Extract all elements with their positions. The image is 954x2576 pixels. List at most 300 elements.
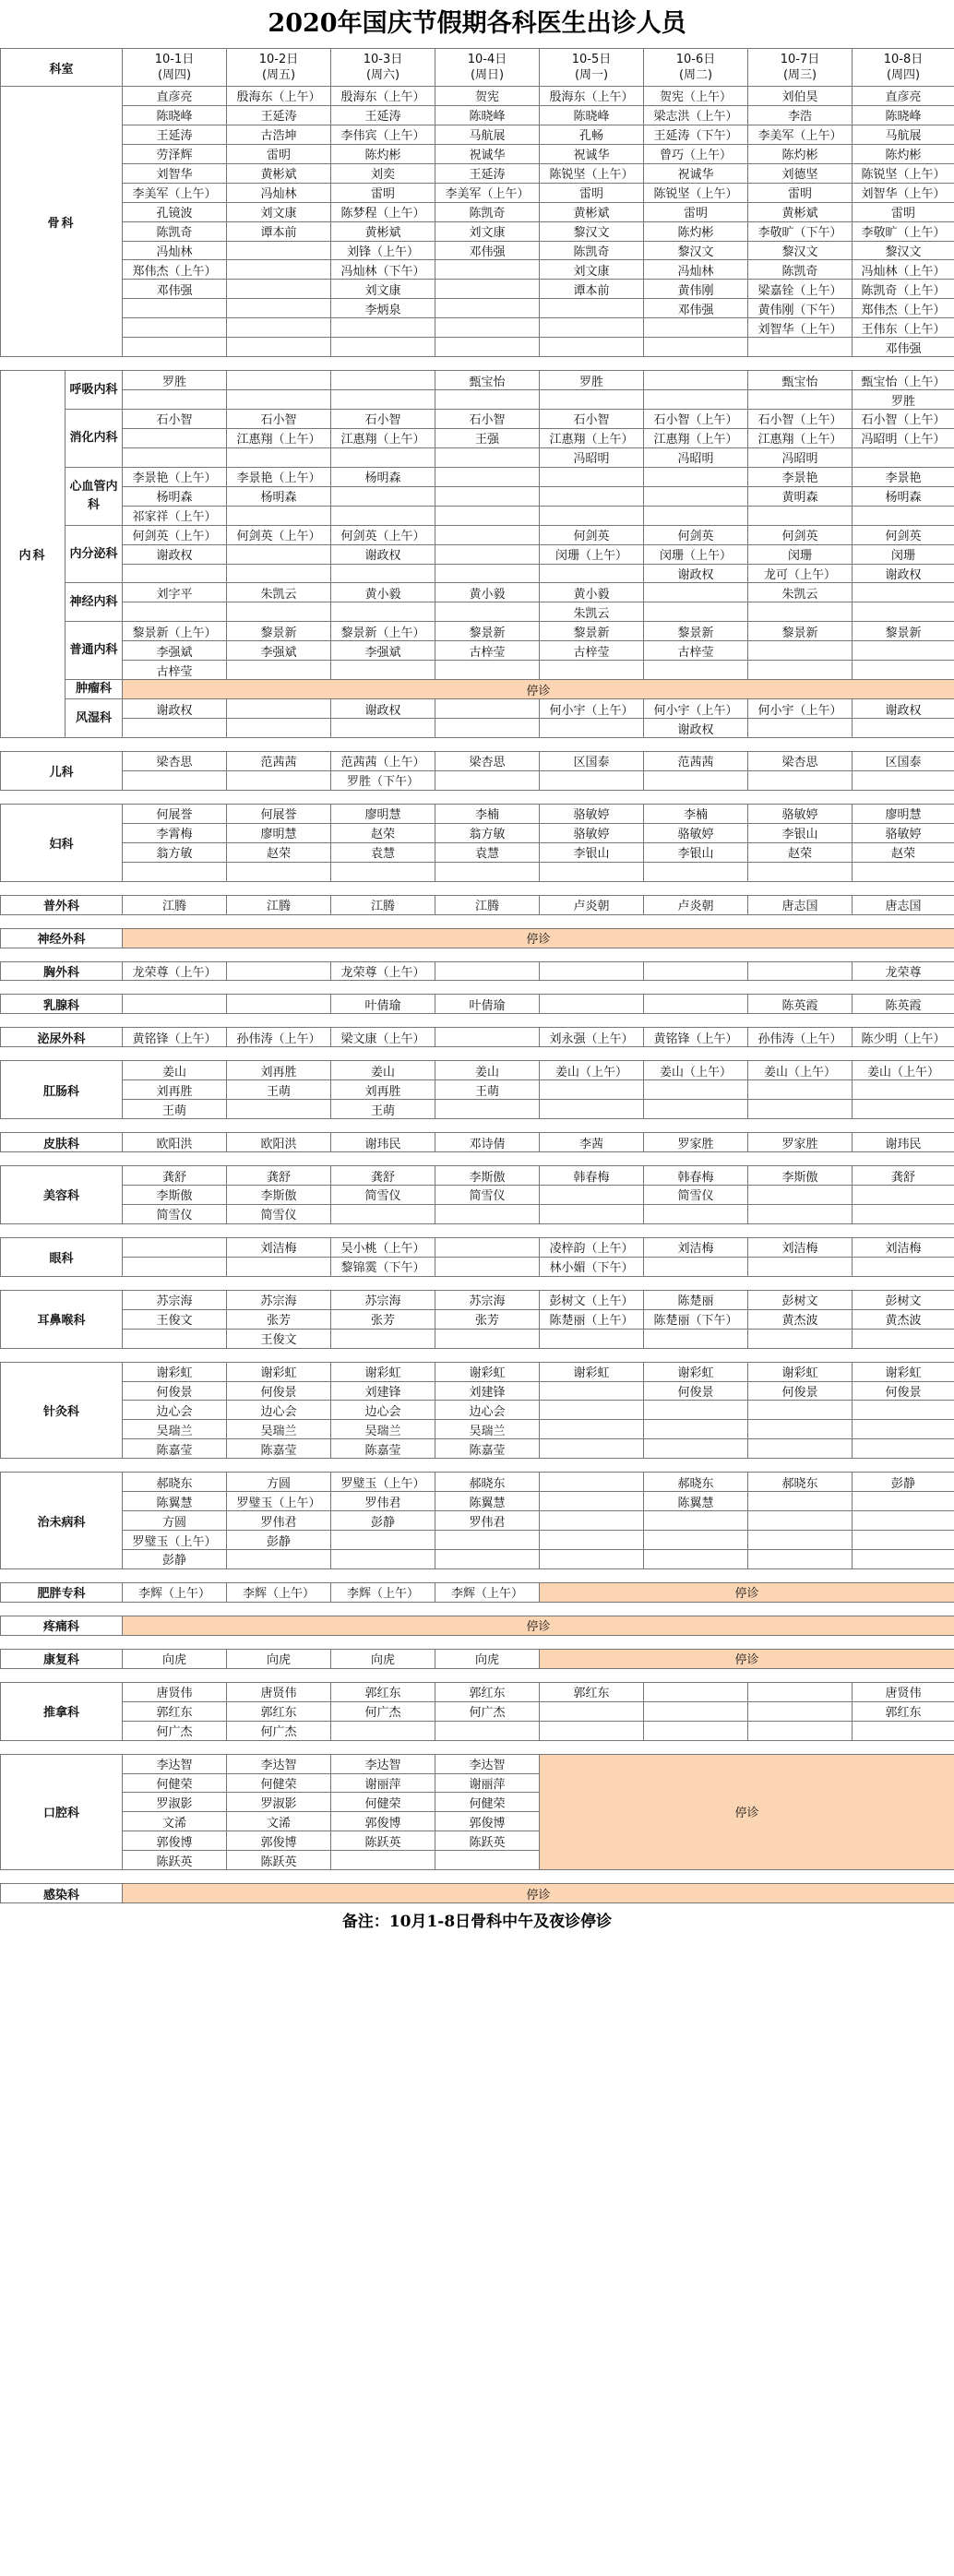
table-row [1,622,954,641]
doctor-cell: 何剑英（上午） [227,525,331,544]
footnote: 备注：10月1-8日骨科中午及夜诊停诊 [341,1913,613,1932]
table-row [1,719,954,738]
table-row [1,371,954,390]
doctor-cell: 陈灼彬 [853,144,954,163]
doctor-cell: 王延涛 [435,163,540,183]
doctor-cell: 朱凯云 [540,602,644,622]
header-row [1,49,954,87]
separator-row [1,1276,954,1290]
doctor-cell [540,1550,644,1569]
doctor-cell: 郝晓东 [123,1473,227,1492]
doctor-cell: 边心会 [227,1401,331,1420]
doctor-cell: 王延涛 [123,125,227,144]
doctor-cell: 王萌 [123,1100,227,1119]
table-row [1,1290,954,1309]
doctor-cell [123,1257,227,1276]
doctor-cell [540,318,644,338]
doctor-cell: 李景艳（上午） [123,467,227,486]
doctor-cell: 冯灿林 [123,241,227,260]
doctor-cell: 边心会 [331,1401,435,1420]
doctor-cell: 陈晓峰 [853,105,954,125]
doctor-cell: 陈翼慧 [123,1492,227,1511]
doctor-cell: 何剑英 [540,525,644,544]
doctor-cell: 姜山（上午） [644,1061,748,1080]
table-row [1,1754,954,1773]
doctor-cell [853,1492,954,1511]
doctor-cell: 袁慧 [435,842,540,862]
header-date: 10-2日 [258,53,299,66]
doctor-cell: 江惠翔（上午） [540,428,644,447]
doctor-cell: 李炳泉 [331,299,435,318]
doctor-cell: 彭树文 [748,1290,853,1309]
doctor-cell: 罗伟君 [227,1511,331,1531]
doctor-cell: 陈凯奇 [435,202,540,221]
doctor-cell [748,390,853,410]
table-row [1,544,954,564]
doctor-cell [331,602,435,622]
table-row [1,506,954,525]
doctor-cell: 王萌 [331,1100,435,1119]
dept-name: 风湿科 [66,699,123,738]
doctor-cell: 何俊景 [853,1381,954,1401]
table-row [1,752,954,771]
separator [1,1870,954,1884]
doctor-cell [435,1851,540,1870]
doctor-cell [853,719,954,738]
doctor-cell: 叶倩瑜 [331,995,435,1014]
table-row [1,1237,954,1257]
doctor-cell: 闵珊 [853,544,954,564]
table-row [1,661,954,680]
doctor-cell: 范茜茜（上午） [331,752,435,771]
doctor-cell: 刘奕 [331,163,435,183]
doctor-cell: 韩春梅 [644,1166,748,1186]
table-row [1,680,954,699]
doctor-cell: 郭俊博 [435,1812,540,1831]
doctor-cell [644,371,748,390]
doctor-cell [435,467,540,486]
dept-name: 胸外科 [1,961,123,981]
doctor-cell [331,1721,435,1740]
doctor-cell: 彭静 [853,1473,954,1492]
doctor-cell: 陈灼彬 [331,144,435,163]
doctor-cell [644,1401,748,1420]
doctor-cell: 雷明 [227,144,331,163]
doctor-cell [644,467,748,486]
doctor-cell: 古浩坤 [227,125,331,144]
separator [1,1602,954,1616]
doctor-cell: 黎景新 [435,622,540,641]
doctor-cell: 陈楚丽（上午） [540,1309,644,1329]
doctor-cell: 黎景新（上午） [123,622,227,641]
table-row [1,1204,954,1223]
doctor-cell: 郭红东 [435,1682,540,1701]
doctor-cell: 黄彬斌 [540,202,644,221]
doctor-cell [123,995,227,1014]
doctor-cell: 谢政权 [123,699,227,719]
dept-name: 普外科 [1,895,123,914]
doctor-cell: 龚舒 [227,1166,331,1186]
doctor-cell [227,564,331,583]
doctor-cell: 罗伟君 [435,1511,540,1531]
doctor-cell: 谢彩虹 [540,1362,644,1381]
doctor-cell: 龙荣尊（上午） [331,961,435,981]
dept-name: 耳鼻喉科 [1,1290,123,1348]
table-row [1,1309,954,1329]
doctor-cell: 黎景新 [644,622,748,641]
doctor-cell [748,1401,853,1420]
separator [1,1459,954,1473]
doctor-cell: 赵荣 [853,842,954,862]
doctor-cell: 何俊景 [227,1381,331,1401]
doctor-cell: 祝诚华 [435,144,540,163]
doctor-cell [540,719,644,738]
doctor-cell: 谢彩虹 [331,1362,435,1381]
doctor-cell: 李达智 [331,1754,435,1773]
doctor-cell: 陈晓峰 [540,105,644,125]
doctor-cell: 黄铭锋（上午） [644,1028,748,1047]
dept-name: 推拿科 [1,1682,123,1740]
doctor-cell [748,641,853,661]
separator-row [1,1119,954,1133]
doctor-cell [435,390,540,410]
doctor-cell: 郑伟杰（上午） [853,299,954,318]
table-row [1,299,954,318]
doctor-cell: 骆敏婷 [748,804,853,823]
table-row [1,202,954,221]
doctor-cell: 唐志国 [853,895,954,914]
doctor-cell: 冯昭明 [644,447,748,467]
doctor-cell: 李斯傲 [435,1166,540,1186]
doctor-cell: 彭树文（上午） [540,1290,644,1309]
table-row [1,1186,954,1205]
doctor-cell: 谢丽萍 [435,1773,540,1793]
table-row [1,1473,954,1492]
doctor-cell [331,318,435,338]
doctor-cell [540,564,644,583]
doctor-cell: 卢炎朝 [540,895,644,914]
doctor-cell [644,862,748,881]
doctor-cell [123,390,227,410]
doctor-cell [853,1080,954,1100]
table-row [1,221,954,241]
doctor-cell [644,1721,748,1740]
doctor-cell: 边心会 [435,1401,540,1420]
table-row [1,1531,954,1550]
doctor-cell: 邓伟强 [644,299,748,318]
doctor-cell: 边心会 [123,1401,227,1420]
header-weekday: (周三) [782,68,817,82]
doctor-cell: 陈凯奇 [123,221,227,241]
doctor-cell: 罗胜 [123,371,227,390]
separator-row [1,1740,954,1754]
doctor-cell: 陈楚丽 [644,1290,748,1309]
separator [1,1152,954,1166]
doctor-cell [227,506,331,525]
doctor-cell [540,995,644,1014]
doctor-cell: 罗淑影 [123,1793,227,1812]
doctor-cell: 贺宪（上午） [644,87,748,106]
table-row [1,1439,954,1459]
doctor-cell: 李斯傲 [227,1186,331,1205]
dept-name: 妇科 [1,804,123,881]
separator [1,981,954,995]
doctor-cell: 陈翼慧 [644,1492,748,1511]
doctor-cell: 苏宗海 [227,1290,331,1309]
table-row [1,183,954,202]
doctor-cell: 简雪仪 [123,1204,227,1223]
doctor-cell: 李景艳 [853,467,954,486]
table-row [1,641,954,661]
doctor-cell: 王延涛 [227,105,331,125]
doctor-cell: 祝诚华 [540,144,644,163]
separator-row [1,881,954,895]
doctor-cell [853,1100,954,1119]
doctor-cell [853,1531,954,1550]
doctor-cell: 黄彬斌 [227,163,331,183]
doctor-cell: 刘字平 [123,583,227,602]
doctor-cell: 雷明 [748,183,853,202]
header-day [853,49,954,87]
doctor-cell [435,486,540,506]
doctor-cell [853,583,954,602]
doctor-cell: 石小智 [227,410,331,429]
doctor-cell: 直彦亮 [123,87,227,106]
doctor-cell [435,1721,540,1740]
table-row [1,260,954,280]
doctor-cell: 李辉（上午） [227,1582,331,1602]
doctor-cell [748,1550,853,1569]
doctor-cell: 叶倩瑜 [435,995,540,1014]
table-row [1,1616,954,1635]
doctor-cell: 黄伟刚 [644,280,748,299]
doctor-cell: 李美军（上午） [123,183,227,202]
doctor-cell [853,1420,954,1439]
doctor-cell: 凌梓韵（上午） [540,1237,644,1257]
table-row [1,1511,954,1531]
header-weekday: (周五) [261,68,296,82]
dept-name: 口腔科 [1,1754,123,1870]
table-row [1,1061,954,1080]
doctor-cell: 闵珊（上午） [540,544,644,564]
doctor-cell: 杨明森 [123,486,227,506]
doctor-cell [331,1204,435,1223]
doctor-cell: 陈跃英 [331,1831,435,1851]
doctor-cell [853,1329,954,1348]
doctor-cell: 雷明 [853,202,954,221]
doctor-cell: 马航展 [853,125,954,144]
doctor-cell: 黄小毅 [435,583,540,602]
doctor-cell: 王伟东（上午） [853,318,954,338]
doctor-cell [853,641,954,661]
separator [1,881,954,895]
table-row [1,995,954,1014]
doctor-cell: 刘再胜 [227,1061,331,1080]
table-row [1,583,954,602]
doctor-cell [227,371,331,390]
closed-cell: 停诊 [540,1754,954,1870]
doctor-cell: 谭本前 [227,221,331,241]
doctor-cell: 简雪仪 [331,1186,435,1205]
doctor-cell: 姜山（上午） [748,1061,853,1080]
doctor-cell: 苏宗海 [435,1290,540,1309]
doctor-cell [644,770,748,790]
doctor-cell: 谢政权 [853,699,954,719]
doctor-cell [748,1186,853,1205]
doctor-cell [435,525,540,544]
doctor-cell: 吴瑞兰 [435,1420,540,1439]
header-day [435,49,540,87]
table-row [1,823,954,842]
doctor-cell: 陈嘉莹 [123,1439,227,1459]
doctor-cell: 罗伟君 [331,1492,435,1511]
doctor-cell [748,661,853,680]
doctor-cell: 欧阳洪 [227,1133,331,1152]
doctor-cell: 谢政权 [644,564,748,583]
doctor-cell: 郭红东 [853,1701,954,1721]
doctor-cell: 谢彩虹 [644,1362,748,1381]
doctor-cell [644,1531,748,1550]
doctor-cell: 罗淑影 [227,1793,331,1812]
doctor-cell [435,1257,540,1276]
doctor-cell: 向虎 [227,1649,331,1668]
header-date: 10-4日 [467,53,507,66]
separator-row [1,738,954,752]
doctor-cell [644,661,748,680]
header-date: 10-7日 [780,53,820,66]
separator [1,738,954,752]
table-row [1,1080,954,1100]
doctor-cell: 甄宝怡 [748,371,853,390]
doctor-cell: 刘文康 [227,202,331,221]
doctor-cell [540,770,644,790]
doctor-cell: 李强斌 [227,641,331,661]
doctor-cell: 江惠翔（上午） [331,428,435,447]
doctor-cell [123,338,227,357]
doctor-cell [227,318,331,338]
table-row [1,770,954,790]
doctor-cell: 骆敏婷 [644,823,748,842]
doctor-cell: 唐贤伟 [123,1682,227,1701]
table-row [1,428,954,447]
doctor-cell: 黎汉文 [644,241,748,260]
doctor-cell: 江腾 [123,895,227,914]
table-row [1,1550,954,1569]
doctor-cell: 龚舒 [123,1166,227,1186]
doctor-cell: 刘文康 [435,221,540,241]
doctor-cell: 谢政权 [331,699,435,719]
doctor-cell: 梁嘉铨（上午） [748,280,853,299]
doctor-cell: 方圆 [123,1511,227,1531]
doctor-cell: 陈楚丽（下午） [644,1309,748,1329]
doctor-cell: 陈英霞 [748,995,853,1014]
doctor-cell: 刘智华（上午） [748,318,853,338]
doctor-cell: 黄彬斌 [331,221,435,241]
doctor-cell [435,260,540,280]
doctor-cell: 甄宝怡 [435,371,540,390]
doctor-cell: 刘锋（上午） [331,241,435,260]
doctor-cell: 李茜 [540,1133,644,1152]
doctor-cell: 朱凯云 [227,583,331,602]
doctor-cell [540,961,644,981]
separator [1,1119,954,1133]
doctor-cell: 罗胜（下午） [331,770,435,790]
doctor-cell [644,1682,748,1701]
doctor-cell: 陈灼彬 [748,144,853,163]
doctor-cell: 黄铭锋（上午） [123,1028,227,1047]
doctor-cell [540,338,644,357]
doctor-cell: 石小智（上午） [644,410,748,429]
doctor-cell: 赵荣 [331,823,435,842]
doctor-cell: 谢玮民 [331,1133,435,1152]
doctor-cell [123,1329,227,1348]
table-row [1,1166,954,1186]
dept-name: 肿瘤科 [66,680,123,699]
doctor-cell: 何健荣 [227,1773,331,1793]
doctor-cell: 龙荣尊（上午） [123,961,227,981]
doctor-cell [540,299,644,318]
separator-row [1,1668,954,1682]
doctor-cell: 江惠翔（上午） [644,428,748,447]
doctor-cell [853,447,954,467]
doctor-cell [853,1204,954,1223]
doctor-cell [227,719,331,738]
doctor-cell: 杨明森 [853,486,954,506]
separator [1,1223,954,1237]
doctor-cell: 古梓莹 [123,661,227,680]
doctor-cell: 李银山 [748,823,853,842]
doctor-cell: 梁杏思 [123,752,227,771]
doctor-cell: 江惠翔（上午） [748,428,853,447]
doctor-cell [748,719,853,738]
header-day [331,49,435,87]
doctor-cell [227,1550,331,1569]
doctor-cell [748,1701,853,1721]
table-row [1,1701,954,1721]
separator-row [1,1348,954,1362]
separator [1,1348,954,1362]
doctor-cell: 孔畅 [540,125,644,144]
doctor-cell [123,862,227,881]
doctor-cell: 王萌 [227,1080,331,1100]
doctor-cell: 王俊文 [123,1309,227,1329]
doctor-cell: 朱凯云 [748,583,853,602]
internal-group-label: 内科 [1,371,66,738]
doctor-cell: 骆敏婷 [540,804,644,823]
doctor-cell: 殷海东（上午） [331,87,435,106]
doctor-cell [644,318,748,338]
doctor-cell: 张芳 [331,1309,435,1329]
doctor-cell: 简雪仪 [644,1186,748,1205]
doctor-cell [540,390,644,410]
separator-row [1,1152,954,1166]
doctor-cell: 殷海东（上午） [227,87,331,106]
dept-name: 治未病科 [1,1473,123,1569]
doctor-cell: 欧阳洪 [123,1133,227,1152]
doctor-cell [853,770,954,790]
doctor-cell: 黎锦霙（下午） [331,1257,435,1276]
doctor-cell: 向虎 [435,1649,540,1668]
doctor-cell [540,1100,644,1119]
table-row [1,467,954,486]
doctor-cell [540,1401,644,1420]
doctor-cell: 李辉（上午） [435,1582,540,1602]
separator-row [1,1602,954,1616]
doctor-cell: 石小智（上午） [748,410,853,429]
doctor-cell: 龙可（上午） [748,564,853,583]
dept-name: 疼痛科 [1,1616,123,1635]
separator-row [1,790,954,804]
